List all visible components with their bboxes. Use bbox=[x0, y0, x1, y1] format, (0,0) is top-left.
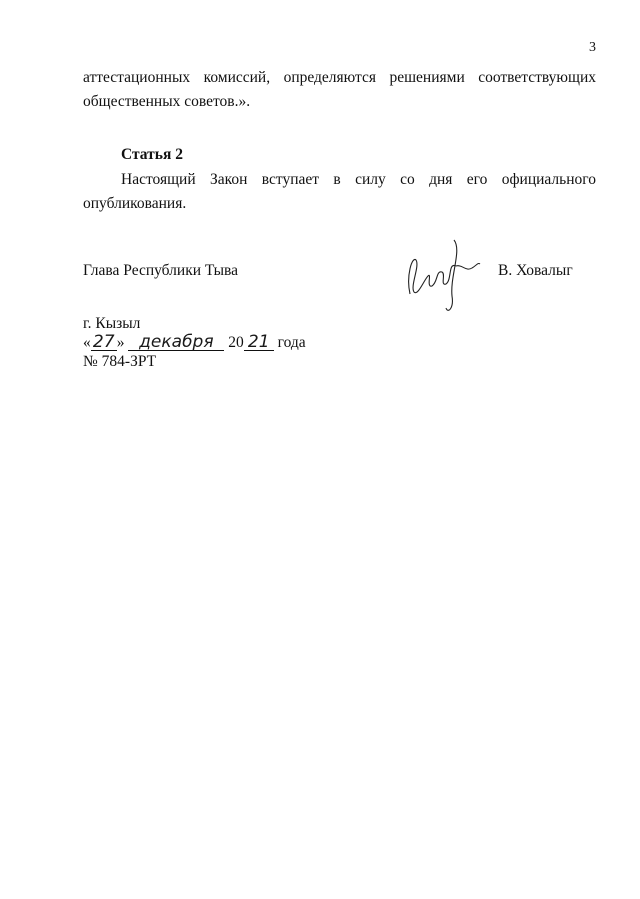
date-word-year: года bbox=[277, 334, 306, 351]
date-year-prefix: 20 bbox=[228, 334, 244, 351]
date-line bbox=[83, 333, 306, 353]
position-title: Глава Республики Тыва bbox=[83, 262, 239, 279]
continuation-line-1: аттестационных комиссий, определяются решениями соответствующих bbox=[83, 69, 596, 86]
date-close-quote: » bbox=[116, 334, 125, 351]
place-of-signing: г. Кызыл bbox=[83, 315, 141, 332]
page-number: 3 bbox=[589, 40, 596, 55]
article-heading: Статья 2 bbox=[121, 146, 183, 163]
date-open-quote: « bbox=[83, 334, 91, 351]
date-year-suffix: 21 bbox=[244, 334, 274, 351]
date-month: декабря bbox=[128, 334, 224, 351]
continuation-line-2: общественных советов.». bbox=[83, 93, 251, 110]
handwritten-signature bbox=[402, 236, 482, 316]
signer-name: В. Ховалыг bbox=[498, 262, 573, 279]
law-number: № 784-ЗРТ bbox=[83, 353, 157, 370]
article-text-line-1: Настоящий Закон вступает в силу со дня его официального bbox=[121, 171, 596, 188]
date-day: 27 bbox=[91, 334, 117, 351]
article-text-line-2: опубликования. bbox=[83, 195, 187, 212]
